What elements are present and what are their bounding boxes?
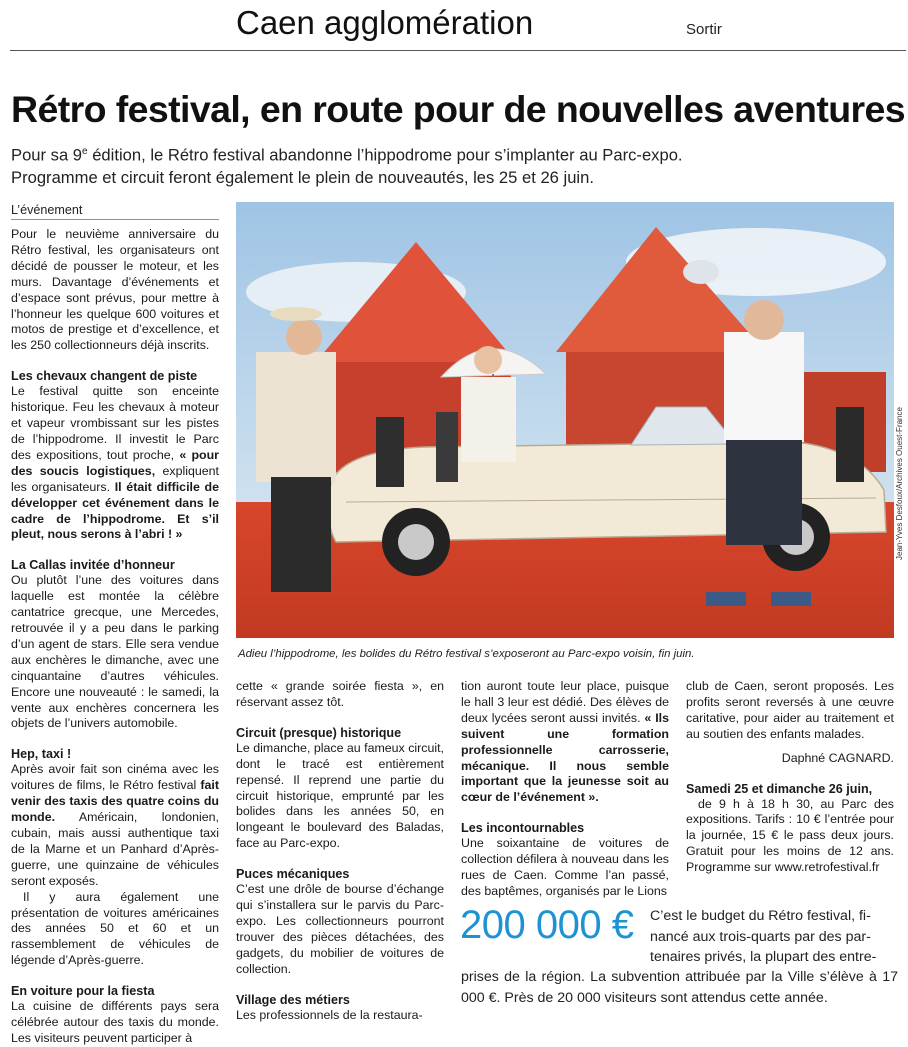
article-column-4 — [686, 679, 894, 876]
photo-caption: Adieu l’hippodrome, les bolides du Rétro festival s’exposeront au Parc-expo voisin, fin juin. — [238, 648, 695, 660]
subhead-fiesta: En voiture pour la fiesta — [11, 984, 155, 999]
taxi-text-a: Après avoir fait son cinéma avec les voitures de films, le Rétro festival — [11, 762, 219, 793]
chevaux-paragraph — [11, 384, 219, 543]
taxi-bold: fait venir des taxis des quatre coins du monde. — [11, 778, 219, 825]
deck-part-b: édition, le Rétro festival abandonne l’hippodrome pour s’implanter au Parc-expo. — [87, 145, 683, 165]
chevaux-quote-b: Il était difficile de développer cet événement dans le cadre de l’hippodrome. Et s’il pleut, nous serons à l’abri ! » — [11, 479, 219, 542]
factbox-text: prises de la région. La subvention attribuée par la Ville s’élève à 17 000 €. Près de 20 000 visiteurs sont attendus cette année. — [461, 969, 898, 1006]
chevaux-quote-a: « pour des soucis logistiques, — [11, 447, 219, 478]
intro-paragraph: Pour le neuvième anniversaire du Rétro festival, les organisateurs ont décidé de pousser le moteur, et les murs. Davantage d’événements et d’espace sont prévus, pour mettre à l’honneur les quelque 600 voitures et motos de prestige et d’excellence, et les 250 collectionneurs déjà inscrits. — [11, 227, 219, 353]
event-dates: Samedi 25 et dimanche 26 juin, — [686, 781, 873, 796]
fiesta-paragraph: La cuisine de différents pays sera célébrée autour des taxis du monde. Les visiteurs peuvent participer à — [11, 999, 219, 1045]
budget-figure: 200 000 € — [460, 903, 634, 947]
subhead-incontournables: Les incontournables — [461, 821, 585, 836]
callas-paragraph: Ou plutôt l’une des voitures dans laquelle est montée la célèbre cantatrice grecque, une Mercedes, retrouvée il y a peu dans le parking d’un agent de stars. Elle sera vendue aux enchères le dimanche, avec une cinquantaine d’autres véhicules. Encore une nouveauté : le samedi, la vente aux enchères concernera les objets de l’univers automobile. — [11, 573, 219, 731]
chevaux-text-c: expliquent les organisateurs. — [11, 463, 219, 494]
village-quote: « Ils suivent une formation professionnelle carrosserie, mécanique. Il nous semble important que la jeunesse soit au cœur de l’événement ». — [461, 710, 669, 805]
subhead-village: Village des métiers — [236, 992, 350, 1007]
factbox-line-3: tenaires privés, la plupart des entre- — [650, 949, 877, 965]
village-cont-text: tion auront toute leur place, puisque le hall 3 leur est dédié. Des élèves de deux lycées seront aussi invités. — [461, 679, 669, 725]
incontournables-paragraph: Une soixantaine de voitures de collection défilera à nouveau dans les rues de Caen. Comme l’an passé, des baptêmes, organisés par le Lions — [461, 836, 669, 898]
incontournables-continued: club de Caen, seront proposés. Les profits seront reversés à une œuvre caritative, pour aider au traitement et au soutien des enfants malades. — [686, 679, 894, 741]
village-paragraph: Les professionnels de la restaura- — [236, 1007, 423, 1022]
headline: Rétro festival, en route pour de nouvelles aventures — [11, 88, 906, 130]
village-continued — [461, 679, 669, 806]
fiesta-continued: cette « grande soirée fiesta », en réservant assez tôt. — [236, 679, 444, 709]
deck-part-a: Pour sa 9 — [11, 145, 83, 165]
chevaux-text-a: Le festival quitte son enceinte historique. Feu les chevaux à moteur et vapeur vrombissant sur les pistes de l’hippodrome. Il investit le Parc des expositions, tout proche, — [11, 384, 219, 462]
subhead-callas: La Callas invitée d’honneur — [11, 558, 175, 573]
subhead-circuit: Circuit (presque) historique — [236, 725, 402, 740]
kicker-label: L’événement — [11, 203, 219, 220]
article-column-3 — [461, 679, 669, 900]
subhead-puces: Puces mécaniques — [236, 867, 350, 882]
subhead-chevaux: Les chevaux changent de piste — [11, 369, 198, 384]
deck-superscript: e — [82, 146, 88, 157]
header-divider — [10, 50, 906, 51]
factbox-line-2: nancé aux trois-quarts par des par- — [650, 928, 871, 945]
taxi-paragraph — [11, 762, 219, 889]
factbox-line-1: C’est le budget du Rétro festival, fi- — [650, 908, 871, 924]
factbox-intro — [650, 906, 898, 968]
taxi-paragraph-2: Il y aura également une présentation de voitures américaines des années 50 et 60 et un rassemblement de véhicules de légende d’Après-guerre. — [11, 889, 219, 968]
article-column-2 — [236, 679, 444, 1024]
article-deck — [11, 141, 683, 189]
puces-paragraph: C’est une drôle de bourse d’échange qui s’installera sur le parvis du Parc-expo. Les collectionneurs pourront trouver des pièces détachées, des gadgets, du mobilier de voitures de collection. — [236, 882, 444, 976]
circuit-paragraph: Le dimanche, place au fameux circuit, dont le tracé est entièrement repensé. Il reprend une partie du circuit historique, emprunté par les bolides dans les années 50, en longeant le boulevard des Baladas, face au Parc-expo. — [236, 740, 444, 851]
section-title: Caen agglomération — [236, 4, 534, 41]
taxi-text-c: Américain, londonien, cubain, mais aussi authentique taxi de la Marne et un Panhard d’Après-guerre, une quinzaine de véhicules seront exposés. — [11, 810, 219, 888]
section-subtitle: Sortir — [686, 21, 722, 38]
deck-line-2: Programme et circuit feront également le plein de nouveautés, les 25 et 26 juin. — [11, 167, 594, 187]
photo-credit: Jean-Yves Desfoux/Archives Ouest-France — [895, 407, 904, 560]
article-column-1 — [11, 227, 219, 1047]
author-signature: Daphné CAGNARD. — [781, 750, 894, 765]
event-info: de 9 h à 18 h 30, au Parc des expositions. Tarifs : 10 € l’entrée pour la journée, 15 € le pass deux jours. Gratuit pour les moins de 12 ans. Programme sur www.retrofestival.fr — [686, 796, 894, 875]
article-photo — [236, 202, 894, 638]
subhead-taxi: Hep, taxi ! — [11, 747, 72, 762]
